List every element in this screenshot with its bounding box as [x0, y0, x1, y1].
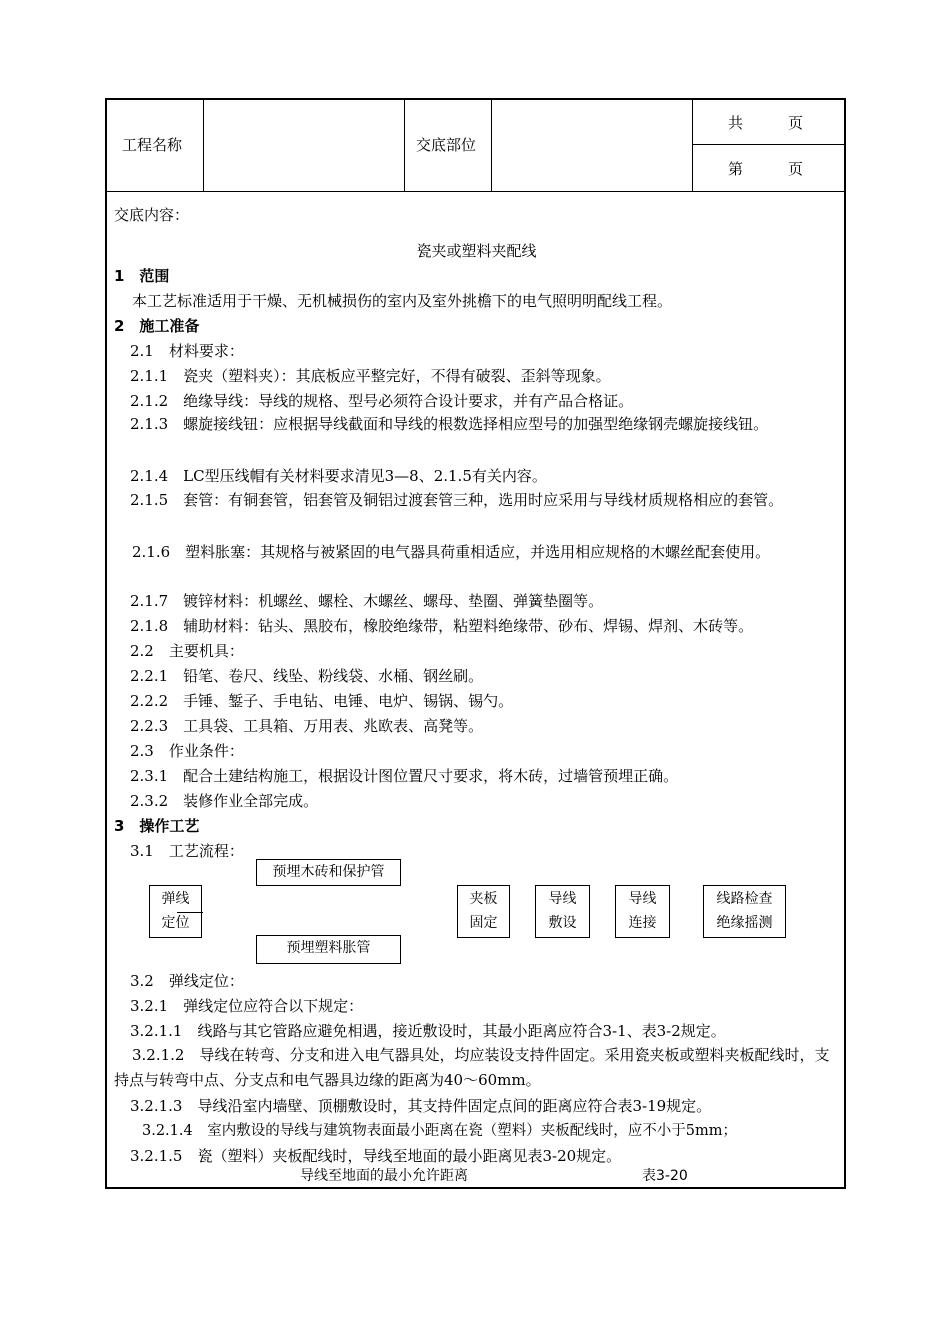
handover-part-label: 交底部位: [416, 136, 477, 154]
flow-box-inspection: [703, 885, 786, 938]
header-bottom-rule: [105, 191, 846, 192]
flow-box-clamp-fixing-line1: 夹板: [469, 891, 498, 907]
flow-connector: [177, 912, 203, 913]
item-2-2-2: 2.2.2 手锤、錾子、手电钻、电锤、电炉、锡锅、锡勺。: [130, 692, 514, 710]
flow-box-line-marking-line2: 定位: [161, 915, 190, 931]
section-1-paragraph: 本工艺标准适用于干燥、无机械损伤的室内及室外挑檐下的电气照明明配线工程。: [132, 292, 673, 310]
item-3-2-1-4: 3.2.1.4 室内敷设的导线与建筑物表面最小距离在瓷（塑料）夹板配线时，应不小于5mm；: [142, 1123, 737, 1139]
item-2-1: 2.1 材料要求：: [130, 342, 244, 360]
total-pages: 共 页: [728, 114, 804, 132]
flow-box-clamp-fixing: [457, 885, 510, 938]
table-number: 表3-20: [642, 1168, 688, 1184]
item-3-2-1-5: 3.2.1.5 瓷（塑料）夹板配线时，导线至地面的最小距离见表3-20规定。: [130, 1147, 622, 1165]
flow-box-clamp-fixing-line2: 固定: [469, 915, 498, 931]
flow-box-inspection-line2: 绝缘摇测: [716, 915, 773, 931]
item-2-1-2: 2.1.2 绝缘导线：导线的规格、型号必须符合设计要求，并有产品合格证。: [130, 392, 634, 410]
flow-box-embed-plastic-anchor: 预埋塑料胀管: [256, 935, 401, 964]
section-3-heading: 3 操作工艺: [114, 817, 200, 835]
flow-box-wire-laying: [535, 885, 590, 938]
item-2-3: 2.3 作业条件：: [130, 742, 244, 760]
item-3-2-1-3: 3.2.1.3 导线沿室内墙壁、顶棚敷设时，其支持件固定点间的距离应符合表3-19规定。: [130, 1097, 712, 1115]
item-2-1-3: 2.1.3 螺旋接线钮：应根据导线截面和导线的根数选择相应型号的加强型绝缘钢壳螺旋接线钮。: [130, 415, 769, 433]
item-3-2-1-2: 3.2.1.2 导线在转弯、分支和进入电气器具处，均应装设支持件固定。采用瓷夹板或塑料夹板配线时，支持点与转弯中点、分支点和电气器具边缘的距离为40～60mm。: [114, 1046, 830, 1089]
item-2-2-1: 2.2.1 铅笔、卷尺、线坠、粉线袋、水桶、钢丝刷。: [130, 667, 484, 685]
header-divider-1: [203, 98, 204, 192]
content-label: 交底内容：: [114, 206, 190, 224]
header-divider-3: [491, 98, 492, 192]
item-2-2: 2.2 主要机具：: [130, 642, 244, 660]
section-2-heading: 2 施工准备: [114, 317, 200, 335]
item-3-2-1: 3.2.1 弹线定位应符合以下规定：: [130, 997, 364, 1015]
table-caption: 导线至地面的最小允许距离: [300, 1168, 468, 1184]
item-2-3-2: 2.3.2 装修作业全部完成。: [130, 792, 319, 810]
item-2-1-7: 2.1.7 镀锌材料：机螺丝、螺栓、木螺丝、螺母、垫圈、弹簧垫圈等。: [130, 592, 604, 610]
item-3-2-1-1: 3.2.1.1 线路与其它管路应避免相遇，接近敷设时，其最小距离应符合3-1、表3-2规定。: [130, 1022, 726, 1040]
header-page-rule: [692, 144, 846, 145]
flow-box-wire-laying-line2: 敷设: [548, 915, 577, 931]
header-divider-4: [692, 98, 693, 192]
document-title: 瓷夹或塑料夹配线: [416, 242, 537, 260]
flow-box-inspection-line1: 线路检查: [716, 891, 773, 907]
item-3-2: 3.2 弹线定位：: [130, 972, 244, 990]
item-2-1-1: 2.1.1 瓷夹（塑料夹）：其底板应平整完好，不得有破裂、歪斜等现象。: [130, 367, 611, 385]
project-name-label: 工程名称: [122, 136, 183, 154]
item-2-1-8: 2.1.8 辅助材料：钻头、黑胶布，橡胶绝缘带，粘塑料绝缘带、砂布、焊锡、焊剂、木砖等。: [130, 617, 754, 635]
page-number: 第 页: [728, 160, 804, 178]
item-2-3-1: 2.3.1 配合土建结构施工，根据设计图位置尺寸要求，将木砖，过墙管预埋正确。: [130, 767, 679, 785]
flow-box-line-marking-line1: 弹线: [161, 891, 190, 907]
flow-box-wire-connection-line1: 导线: [628, 891, 657, 907]
section-1-heading: 1 范围: [114, 267, 170, 285]
flow-box-wire-connection-line2: 连接: [628, 915, 657, 931]
header-divider-2: [404, 98, 405, 192]
item-2-2-3: 2.2.3 工具袋、工具箱、万用表、兆欧表、高凳等。: [130, 717, 484, 735]
item-2-1-4: 2.1.4 LC型压线帽有关材料要求清见3—8、2.1.5有关内容。: [130, 467, 547, 485]
flow-box-embed-wood-brick: 预埋木砖和保护管: [256, 859, 401, 886]
item-2-1-6: 2.1.6 塑料胀塞：其规格与被紧固的电气器具荷重相适应，并选用相应规格的木螺丝配套使用。: [132, 543, 771, 561]
flow-box-wire-laying-line1: 导线: [548, 891, 577, 907]
item-2-1-5: 2.1.5 套管：有铜套管，铝套管及铜铝过渡套管三种，选用时应采用与导线材质规格相应的套管。: [130, 491, 784, 509]
item-3-1: 3.1 工艺流程：: [130, 842, 244, 860]
flow-box-wire-connection: [615, 885, 670, 938]
